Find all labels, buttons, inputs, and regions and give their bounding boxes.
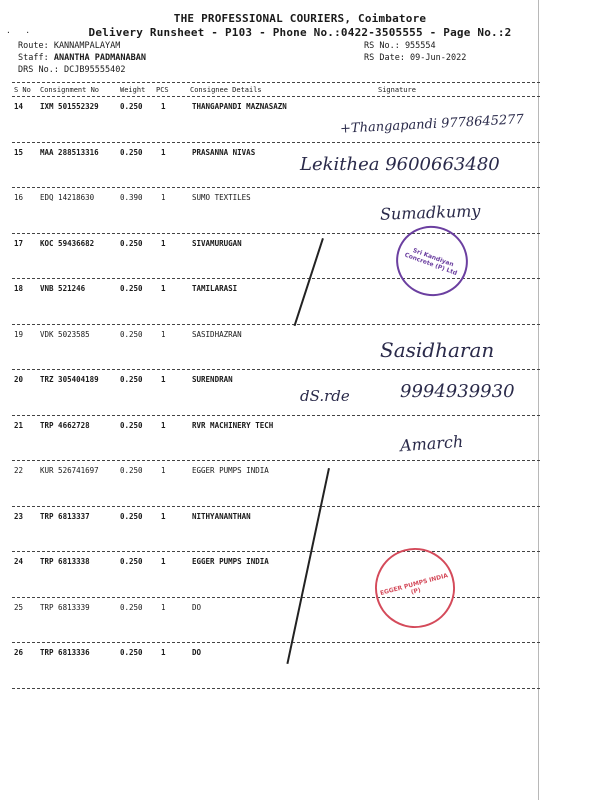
staff-name: ANANTHA PADMANABAN (53, 53, 146, 63)
signature-row-21: Amarch (399, 431, 464, 456)
rs-number: RS No.: 955554 (364, 41, 436, 51)
company-stamp-purple-text: Sri Kandiyan Concrete (P) Ltd (403, 247, 459, 278)
row-pcs: 1 (161, 648, 166, 657)
row-sno: 24 (14, 557, 24, 566)
table-row (0, 553, 540, 597)
signature-row-20-initials: dS.rde (300, 387, 350, 405)
row-divider (12, 233, 540, 234)
row-weight: 0.250 (120, 238, 143, 248)
row-sno: 22 (14, 466, 24, 475)
row-consignee: THANGAPANDI MAZNASAZN (192, 102, 287, 111)
header-divider-bottom (12, 96, 540, 97)
row-weight: 0.250 (120, 329, 143, 339)
row-pcs: 1 (161, 511, 166, 521)
row-weight: 0.250 (120, 420, 143, 430)
col-signature: Signature (378, 86, 416, 94)
table-row (0, 599, 540, 643)
drs-number: DRS No.: DCJB95555402 (18, 65, 126, 75)
row-weight: 0.250 (120, 375, 143, 384)
row-pcs: 1 (161, 329, 166, 339)
row-sno: 21 (14, 420, 24, 430)
row-pcs: 1 (161, 602, 166, 612)
signature-row-19: Sasidharan (380, 338, 495, 362)
header-divider-top (12, 82, 540, 83)
row-divider (12, 551, 540, 552)
row-consignee: PRASANNA NIVAS (192, 147, 256, 157)
row-consignee: DO (192, 602, 202, 612)
row-sno: 14 (14, 102, 24, 111)
table-row (0, 508, 540, 552)
row-consignee: SIVAMURUGAN (192, 238, 242, 248)
row-consignee: DO (192, 648, 202, 657)
row-divider (12, 324, 540, 325)
row-consignee: TAMILARASI (192, 284, 238, 293)
table-header (0, 84, 540, 96)
row-consignment-no: TRP 6813338 (40, 557, 90, 566)
signature-row-15: Lekithea 9600663480 (300, 154, 500, 175)
row-weight: 0.390 (120, 193, 143, 202)
row-consignment-no: MAA 288513316 (40, 147, 99, 157)
row-consignee: RVR MACHINERY TECH (192, 420, 274, 430)
row-consignment-no: VDK 5023585 (40, 329, 90, 339)
row-sno: 25 (14, 602, 24, 612)
row-consignment-no: TRP 6813337 (40, 511, 90, 521)
staff-field (18, 53, 146, 63)
row-consignment-no: TRP 4662728 (40, 420, 90, 430)
row-divider (12, 142, 540, 143)
table-row (0, 280, 540, 324)
row-weight: 0.250 (120, 602, 143, 612)
row-weight: 0.250 (120, 511, 143, 521)
row-pcs: 1 (161, 466, 166, 475)
row-consignee: SURENDRAN (192, 375, 233, 384)
row-pcs: 1 (161, 193, 166, 202)
row-weight: 0.250 (120, 557, 143, 566)
row-consignment-no: TRP 6813339 (40, 602, 90, 612)
row-sno: 23 (14, 511, 24, 521)
col-consignment: Consignment No (40, 86, 100, 94)
col-sno: S No (14, 86, 31, 94)
row-sno: 20 (14, 375, 24, 384)
row-sno: 19 (14, 329, 24, 339)
row-pcs: 1 (161, 284, 166, 293)
row-consignee: EGGER PUMPS INDIA (192, 466, 269, 475)
row-consignment-no: EDQ 14218630 (40, 193, 95, 202)
row-sno: 17 (14, 238, 24, 248)
row-weight: 0.250 (120, 648, 143, 657)
scan-marks: · · (6, 28, 31, 37)
row-consignee: SUMO TEXTILES (192, 193, 251, 202)
row-consignment-no: TRP 6813336 (40, 648, 90, 657)
row-divider (12, 460, 540, 461)
staff-label: Staff: (18, 53, 49, 63)
table-row (0, 644, 540, 688)
row-pcs: 1 (161, 557, 166, 566)
col-weight: Weight (120, 86, 146, 94)
route-label: Route: KANNAMPALAYAM (18, 41, 121, 51)
runsheet-subtitle: Delivery Runsheet - P103 - Phone No.:0422-3505555 - Page No.:2 (88, 26, 512, 39)
row-weight: 0.250 (120, 102, 143, 111)
row-consignment-no: VNB 521246 (40, 284, 86, 293)
row-consignee: NITHYANANTHAN (192, 511, 251, 521)
row-weight: 0.250 (120, 284, 143, 293)
company-stamp-red-text: EGGER PUMPS INDIA (P) (379, 572, 449, 598)
row-sno: 26 (14, 648, 24, 657)
row-sno: 16 (14, 193, 24, 202)
row-weight: 0.250 (120, 466, 143, 475)
row-divider (12, 506, 540, 507)
row-consignment-no: TRZ 305404189 (40, 375, 99, 384)
row-divider (12, 369, 540, 370)
row-pcs: 1 (161, 375, 166, 384)
row-pcs: 1 (161, 102, 166, 111)
row-weight: 0.250 (120, 147, 143, 157)
signature-row-14: +Thangapandi 9778645277 (339, 112, 525, 137)
rs-date: RS Date: 09-Jun-2022 (364, 53, 467, 63)
signature-row-20-phone: 9994939930 (400, 381, 515, 402)
row-divider (12, 688, 540, 689)
row-pcs: 1 (161, 147, 166, 157)
row-sno: 15 (14, 147, 24, 157)
row-divider (12, 187, 540, 188)
row-consignee: SASIDHAZRAN (192, 329, 242, 339)
row-divider (12, 597, 540, 598)
row-consignment-no: IXM 501552329 (40, 102, 99, 111)
row-pcs: 1 (161, 420, 166, 430)
row-divider (12, 415, 540, 416)
row-consignment-no: KOC 59436682 (40, 238, 95, 248)
row-divider (12, 642, 540, 643)
row-consignee: EGGER PUMPS INDIA (192, 557, 269, 566)
col-pcs: PCS (156, 86, 169, 94)
signature-row-16: Sumadkumy (379, 201, 481, 224)
table-row (0, 462, 540, 506)
company-title: THE PROFESSIONAL COURIERS, Coimbatore (173, 12, 427, 25)
row-pcs: 1 (161, 238, 166, 248)
col-consignee: Consignee Details (190, 86, 262, 94)
row-sno: 18 (14, 284, 24, 293)
row-consignment-no: KUR 526741697 (40, 466, 99, 475)
